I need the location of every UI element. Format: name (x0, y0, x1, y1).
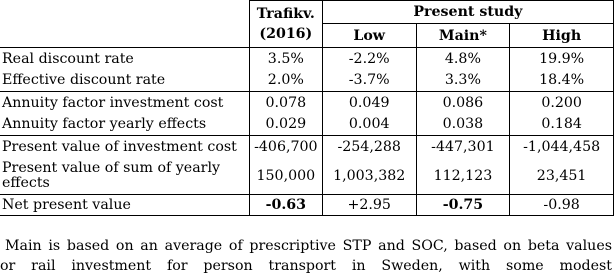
row-label: Annuity factor yearly effects (0, 114, 249, 136)
cell-high: 18.4% (510, 70, 614, 92)
cell-high: 0.184 (510, 114, 614, 136)
row-label: Net present value (0, 195, 249, 216)
cell-high: -1,044,458 (510, 136, 614, 158)
cell-main: 112,123 (416, 158, 510, 195)
cell-trafikv: 3.5% (249, 48, 322, 70)
cell-low: -3.7% (322, 70, 416, 92)
header-empty-cell (0, 1, 249, 48)
cell-trafikv: 2.0% (249, 70, 322, 92)
table-row (0, 195, 614, 216)
cell-main: -0.75 (416, 195, 510, 216)
header-high: High (510, 24, 614, 48)
cell-trafikv: -406,700 (249, 136, 322, 158)
table-footnote (0, 236, 612, 276)
table-row (0, 114, 614, 136)
cell-low: -254,288 (322, 136, 416, 158)
cell-main: -447,301 (416, 136, 510, 158)
row-label: Present value of sum of yearly effects (0, 158, 249, 195)
cell-trafikv: -0.63 (249, 195, 322, 216)
table-row (0, 136, 614, 158)
cell-low: 0.049 (322, 92, 416, 114)
header-low: Low (322, 24, 416, 48)
footnote-line-1: Main is based on an average of prescriptive STP and SOC, based on beta values (5, 238, 612, 254)
header-trafikv-line1: Trafikv. (256, 6, 315, 22)
header-trafikv-line2: (2016) (259, 26, 313, 42)
header-trafikv (249, 1, 322, 48)
table-row (0, 92, 614, 114)
footnote-line-2: or rail investment for person transport in Sweden, with some modest (0, 258, 612, 274)
cell-low: 1,003,382 (322, 158, 416, 195)
table-row (0, 158, 614, 195)
header-row-1 (0, 1, 614, 24)
cell-high: 23,451 (510, 158, 614, 195)
cell-trafikv: 0.078 (249, 92, 322, 114)
cell-high: 0.200 (510, 92, 614, 114)
cell-trafikv: 150,000 (249, 158, 322, 195)
row-label: Real discount rate (0, 48, 249, 70)
cell-main: 3.3% (416, 70, 510, 92)
cell-main: 0.038 (416, 114, 510, 136)
cell-high: -0.98 (510, 195, 614, 216)
table-row (0, 48, 614, 70)
row-label: Present value of investment cost (0, 136, 249, 158)
header-present-study: Present study (322, 1, 613, 24)
cell-low: 0.004 (322, 114, 416, 136)
cell-main: 0.086 (416, 92, 510, 114)
cell-trafikv: 0.029 (249, 114, 322, 136)
row-label: Effective discount rate (0, 70, 249, 92)
cell-low: +2.95 (322, 195, 416, 216)
header-main: Main* (416, 24, 510, 48)
cell-high: 19.9% (510, 48, 614, 70)
row-label: Annuity factor investment cost (0, 92, 249, 114)
table-row (0, 70, 614, 92)
cell-main: 4.8% (416, 48, 510, 70)
cell-low: -2.2% (322, 48, 416, 70)
